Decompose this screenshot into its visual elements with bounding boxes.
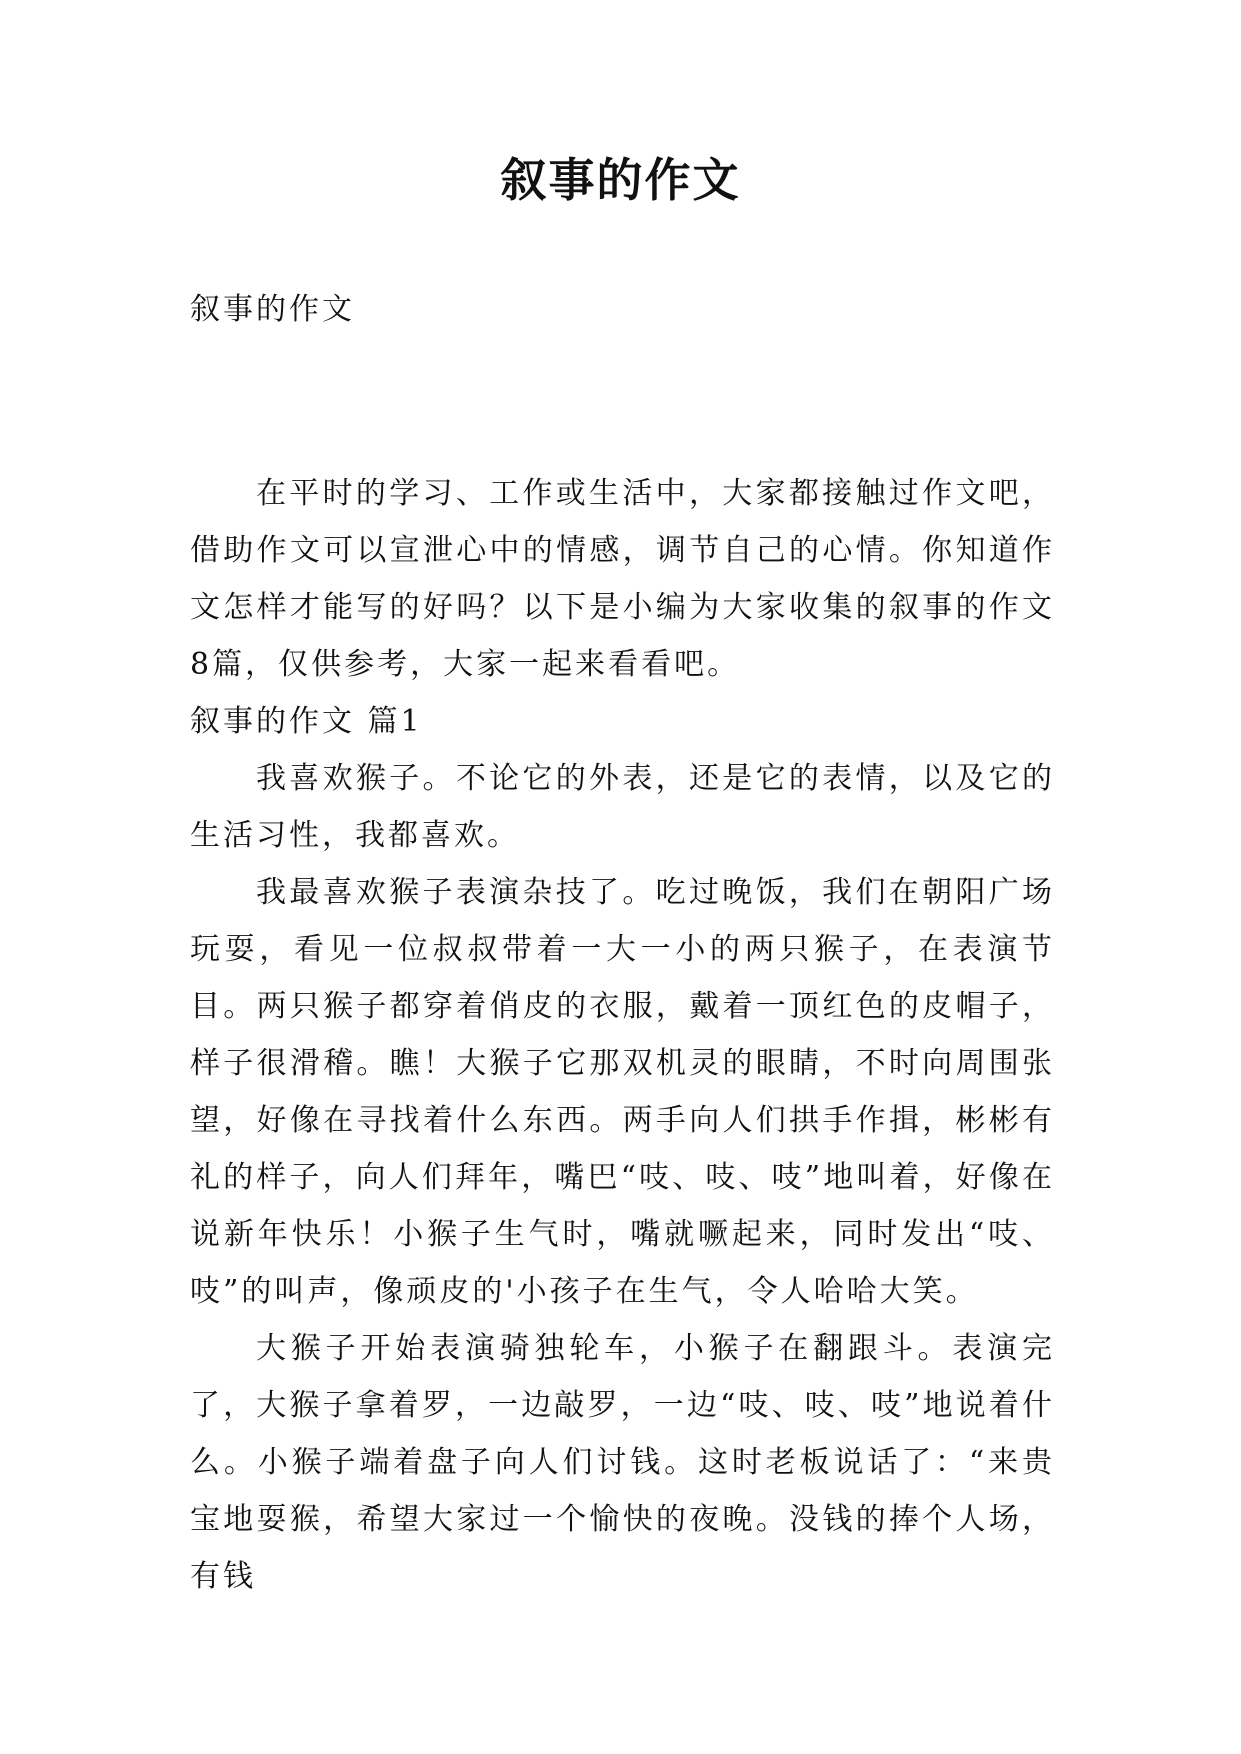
paragraph: 我喜欢猴子。不论它的外表，还是它的表情，以及它的生活习性，我都喜欢。 — [190, 761, 1055, 853]
section-heading: 叙事的作文 篇1 — [190, 704, 423, 739]
paragraph-intro: 在平时的学习、工作或生活中，大家都接触过作文吧，借助作文可以宣泄心中的情感，调节自己的心情。你知道作文怎样才能写的好吗？以下是小编为大家收集的叙事的作文8篇，仅供参考，大家一起来看看吧。 — [190, 476, 1055, 682]
document-body — [190, 465, 1055, 1605]
document-title: 叙事的作文 — [500, 153, 741, 207]
paragraph: 大猴子开始表演骑独轮车，小猴子在翻跟斗。表演完了，大猴子拿着罗，一边敲罗，一边“吱、吱、吱”地说着什么。小猴子端着盘子向人们讨钱。这时老板说话了：“来贵宝地耍猴，希望大家过一个愉快的夜晚。没钱的捧个人场，有钱 — [190, 1331, 1055, 1594]
document-subtitle: 叙事的作文 — [190, 292, 355, 327]
paragraph: 我最喜欢猴子表演杂技了。吃过晚饭，我们在朝阳广场玩耍，看见一位叔叔带着一大一小的两只猴子，在表演节目。两只猴子都穿着俏皮的衣服，戴着一顶红色的皮帽子，样子很滑稽。瞧！大猴子它那双机灵的眼睛，不时向周围张望，好像在寻找着什么东西。两手向人们拱手作揖，彬彬有礼的样子，向人们拜年，嘴巴“吱、吱、吱”地叫着，好像在说新年快乐！小猴子生气时，嘴就噘起来，同时发出“吱、吱”的叫声，像顽皮的'小孩子在生气，令人哈哈大笑。 — [190, 875, 1055, 1309]
